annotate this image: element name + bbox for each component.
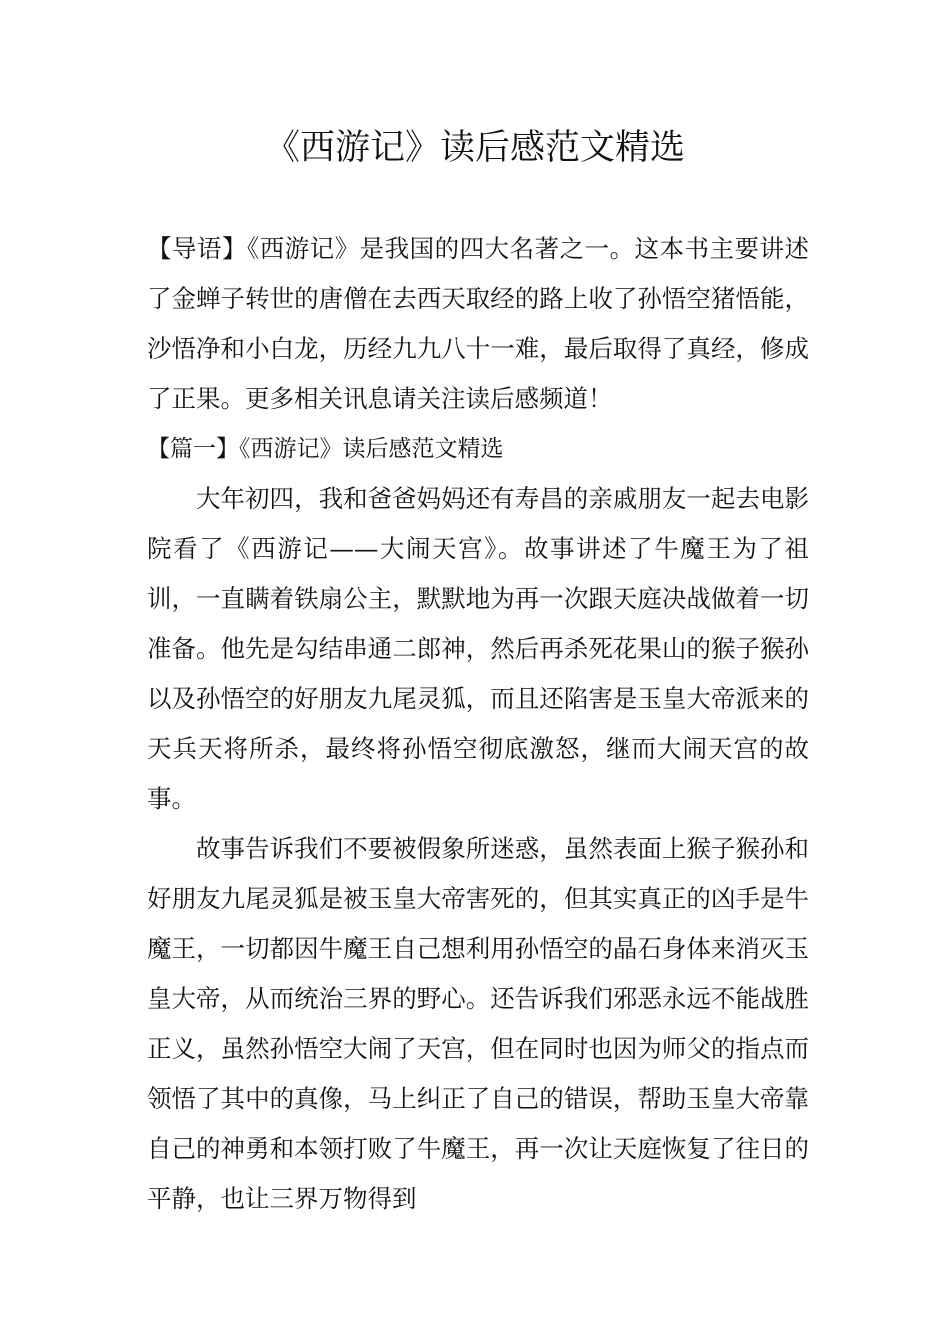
body-paragraph-1: 大年初四，我和爸爸妈妈还有寿昌的亲戚朋友一起去电影院看了《西游记——大闹天宫》。故事讲述了牛魔王为了祖训，一直瞒着铁扇公主，默默地为再一次跟天庭决战做着一切准备。他先是勾结串通二郎神，然后再杀死花果山的猴子猴孙以及孙悟空的好朋友九尾灵狐，而且还陷害是玉皇大帝派来的天兵天将所杀，最终将孙悟空彻底激怒，继而大闹天宫的故事。: [147, 484, 809, 813]
document-body: [147, 224, 809, 1224]
section-heading: 【篇一】《西游记》读后感范文精选: [147, 436, 504, 462]
page-title: 《西游记》读后感范文精选: [264, 128, 685, 168]
body-paragraph-2: 故事告诉我们不要被假象所迷惑，虽然表面上猴子猴孙和好朋友九尾灵狐是被玉皇大帝害死的，但其实真正的凶手是牛魔王，一切都因牛魔王自己想利用孙悟空的晶石身体来消灭玉皇大帝，从而统治三界的野心。还告诉我们邪恶永远不能战胜正义，虽然孙悟空大闹了天宫，但在同时也因为师父的指点而领悟了其中的真像，马上纠正了自己的错误，帮助玉皇大帝靠自己的神勇和本领打败了牛魔王，再一次让天庭恢复了往日的平静，也让三界万物得到: [147, 834, 809, 1213]
intro-paragraph: 【导语】《西游记》是我国的四大名著之一。这本书主要讲述了金蝉子转世的唐僧在去西天取经的路上收了孙悟空猪悟能，沙悟净和小白龙，历经九九八十一难，最后取得了真经，修成了正果。更多相关讯息请关注读后感频道！: [147, 234, 809, 413]
